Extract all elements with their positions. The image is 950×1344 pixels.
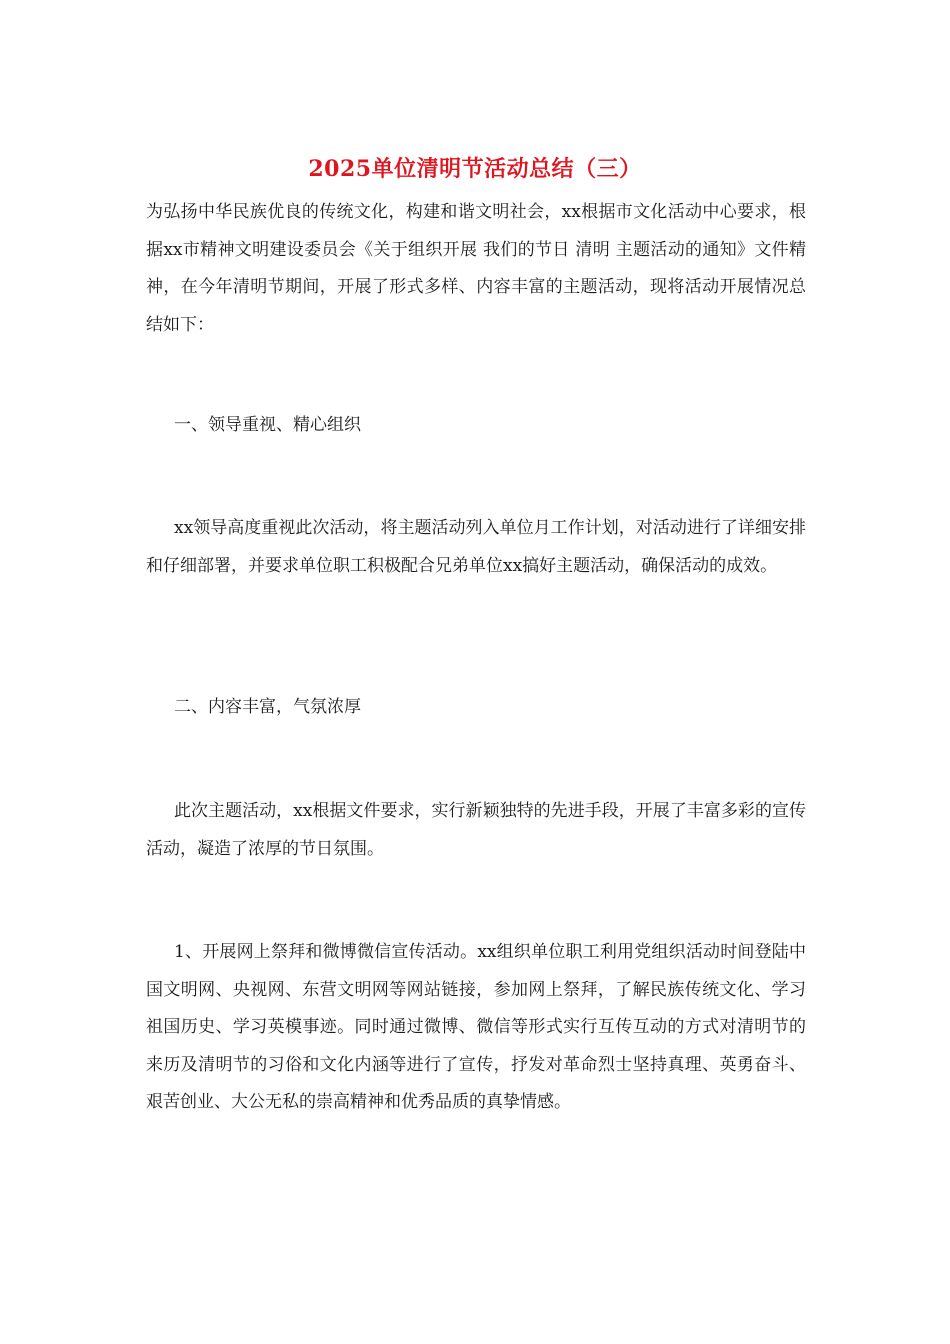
section-heading-2: 二、内容丰富，气氛浓厚	[174, 697, 361, 717]
document-title: 2025单位清明节活动总结（三）	[308, 156, 642, 182]
section-heading-1: 一、领导重视、精心组织	[174, 415, 361, 435]
section-paragraph-1: xx领导高度重视此次活动，将主题活动列入单位月工作计划，对活动进行了详细安排和仔细部署，并要求单位职工积极配合兄弟单位xx搞好主题活动，确保活动的成效。	[146, 518, 806, 576]
section-paragraph-2: 此次主题活动，xx根据文件要求，实行新颖独特的先进手段，开展了丰富多彩的宣传活动，凝造了浓厚的节日氛围。	[146, 801, 806, 859]
intro-paragraph: 为弘扬中华民族优良的传统文化，构建和谐文明社会，xx根据市文化活动中心要求，根据xx市精神文明建设委员会《关于组织开展 我们的节日 清明 主题活动的通知》文件精神，在今年清明节期间，开展了形式多样、内容丰富的主题活动，现将活动开展情况总结如下：	[146, 202, 806, 335]
list-item-paragraph-1: 1、开展网上祭拜和微博微信宣传活动。xx组织单位职工利用党组织活动时间登陆中国文明网、央视网、东营文明网等网站链接，参加网上祭拜，了解民族传统文化、学习祖国历史、学习英模事迹。同时通过微博、微信等形式实行互传互动的方式对清明节的来历及清明节的习俗和文化内涵等进行了宣传，抒发对革命烈士坚持真理、英勇奋斗、艰苦创业、大公无私的崇高精神和优秀品质的真挚情感。	[146, 942, 806, 1112]
